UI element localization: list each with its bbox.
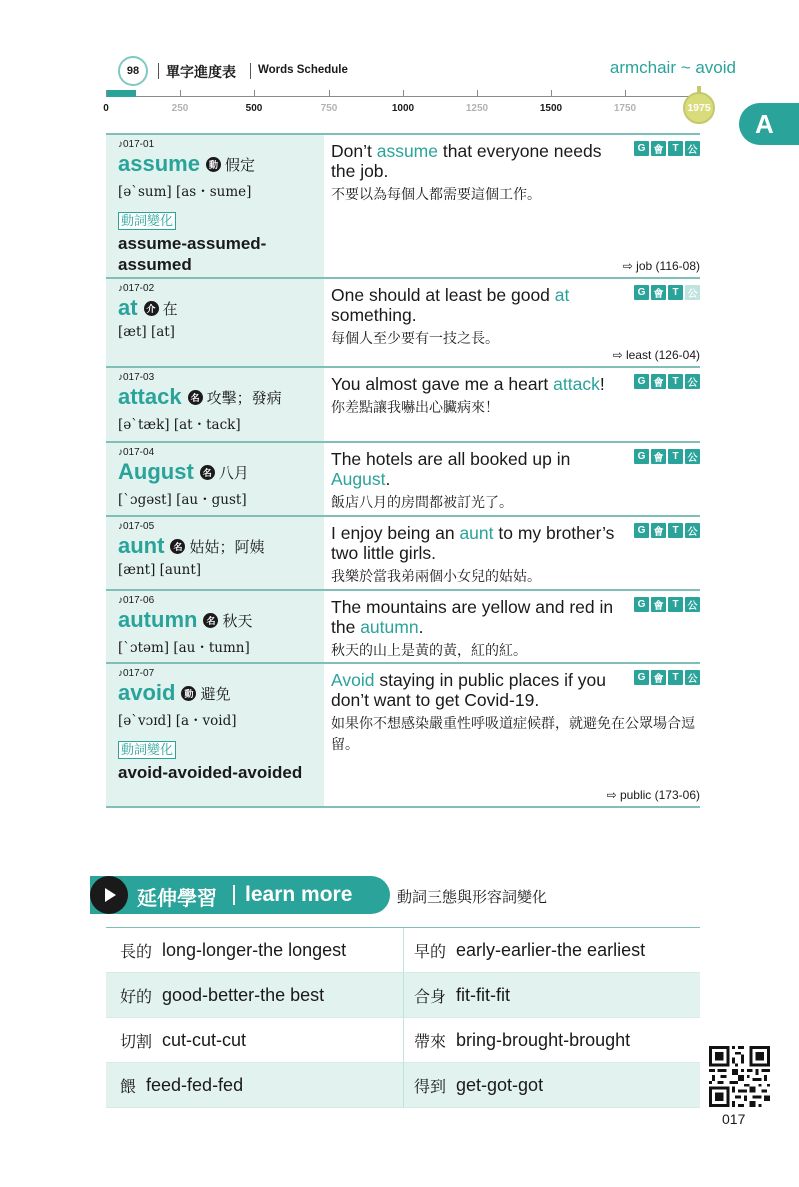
headword: attack [118,384,182,409]
chinese-meaning: 姑姑；阿姨 [189,538,265,556]
word-forms-meaning: 得到 [414,1078,447,1096]
divider [158,63,159,79]
word-forms-row [106,1018,700,1063]
word-forms-list: long-longer-the longest [162,939,347,960]
example-translation: 每個人至少要有一技之長。 [331,330,499,346]
ruler-tick-label: 0 [103,103,109,114]
exam-badge: T [668,141,683,156]
exam-badge: 公 [685,374,700,389]
example-highlight: attack [553,374,600,394]
example-sentence [331,141,621,181]
ruler-end-marker: 1975 [683,92,715,124]
exam-badge: G [634,141,649,156]
exam-badge: 會 [651,141,666,156]
example-text: One should at least be good [331,285,555,305]
verb-conjugation-label: 動詞變化 [118,212,176,230]
example-sentence [331,285,621,325]
example-translation: 不要以為每個人都需要這個工作。 [331,186,541,202]
word-forms-list: get-got-got [456,1074,544,1095]
play-icon[interactable] [90,876,128,914]
exam-badge: 會 [651,285,666,300]
exam-badge: 公 [685,449,700,464]
headword-line [118,681,324,705]
word-forms-list: good-better-the best [162,984,325,1005]
headword-line [118,152,324,176]
ruler-tick [477,90,478,97]
example-highlight: at [554,285,570,305]
example-translation: 你差點讓我嚇出心臟病來！ [331,399,499,415]
example-highlight: aunt [459,523,494,543]
chinese-meaning: 秋天 [222,612,253,630]
exam-badge: T [668,523,683,538]
exam-badges [634,141,700,156]
part-of-speech-badge: 動 [206,157,221,172]
exam-badge: T [668,670,683,685]
ruler-tick-label: 1750 [613,103,637,114]
part-of-speech-badge: 名 [203,613,218,628]
example-text: to my brother’s two little girls. [331,523,615,563]
word-forms-meaning: 長的 [120,943,153,961]
entry-example-panel [324,135,700,277]
example-highlight: Avoid [331,670,375,690]
exam-badges [634,523,700,538]
exam-badges [634,597,700,612]
chapter-page-badge: 98 [118,56,148,86]
audio-track-number[interactable]: ♪ 017-05 [118,521,324,532]
headword: August [118,459,194,484]
page-number: 017 [722,1111,746,1127]
example-sentence [331,449,621,489]
phonetic-transcription: [ˋɔgəst] [au・gust] [118,492,247,508]
example-highlight: August [331,469,386,489]
exam-badge: 會 [651,670,666,685]
exam-badge: G [634,449,649,464]
part-of-speech-badge: 動 [181,686,196,701]
example-text: Don’t [331,141,377,161]
phonetic-transcription: [æt] [at] [118,324,175,340]
word-forms-meaning: 餵 [120,1078,137,1096]
entry-example-panel [324,517,700,589]
word-forms-list: early-earlier-the earliest [456,939,646,960]
part-of-speech-badge: 名 [188,390,203,405]
exam-badge: G [634,597,649,612]
ruler-tick-label: 1250 [465,103,489,114]
headword: avoid [118,680,176,705]
word-forms-table [106,927,700,1108]
page-header [0,0,799,130]
entry-example-panel [324,591,700,662]
example-text: You almost gave me a heart [331,374,554,394]
entry-headword-panel [106,368,324,441]
exam-badges [634,285,700,300]
chinese-meaning: 八月 [218,464,249,482]
exam-badge: T [668,597,683,612]
chinese-meaning: 攻擊；發病 [206,389,282,407]
ruler-tick-label: 750 [320,103,338,114]
vocab-entry-august [106,443,700,517]
exam-badge: G [634,670,649,685]
entry-headword-panel [106,443,324,515]
example-sentence [331,523,621,563]
example-text: something. [331,305,417,325]
ruler-tick-label: 1000 [391,103,415,114]
example-text: ! [599,374,605,394]
word-forms-meaning: 合身 [414,988,447,1006]
audio-track-number[interactable]: ♪ 017-06 [118,595,324,606]
headword: assume [118,151,200,176]
exam-badge: 會 [651,523,666,538]
exam-badge: 公 [685,285,700,300]
word-forms-meaning: 帶來 [414,1033,447,1051]
entry-example-panel [324,664,700,806]
exam-badges [634,449,700,464]
entry-headword-panel [106,279,324,366]
progress-fill [106,90,136,97]
audio-track-number[interactable]: ♪ 017-03 [118,372,324,383]
part-of-speech-badge: 介 [144,301,159,316]
entry-headword-panel [106,591,324,662]
entry-example-panel [324,443,700,515]
vocab-entry-autumn [106,591,700,664]
ruler-tick-label: 1500 [539,103,563,114]
headword-line [118,296,324,320]
headword: at [118,295,138,320]
word-forms-cell [403,1018,700,1063]
example-text: . [385,469,391,489]
entry-headword-panel [106,664,324,806]
exam-badges [634,374,700,389]
phonetic-transcription: [əˋtæk] [at・tack] [118,417,241,433]
alphabet-tab[interactable]: A [739,103,799,145]
word-forms-cell [106,1063,403,1108]
cross-reference[interactable]: ⇨ job (116-08) [622,259,700,273]
word-forms-list: feed-fed-fed [146,1074,244,1095]
example-sentence [331,597,621,637]
vocab-entry-avoid [106,664,700,808]
example-text: . [418,617,424,637]
entry-headword-panel [106,135,324,277]
ruler-tick [180,90,181,97]
learn-more-title-zh: 延伸學習 [137,888,217,910]
phonetic-transcription: [əˋvɔɪd] [a・void] [118,713,237,729]
word-forms-row [106,1063,700,1108]
cross-reference[interactable]: ⇨ least (126-04) [612,348,700,362]
chinese-meaning: 假定 [224,156,255,174]
chinese-meaning: 在 [162,300,178,318]
verb-conjugation-label: 動詞變化 [118,741,176,759]
word-forms-cell [106,1018,403,1063]
audio-track-number[interactable]: ♪ 017-04 [118,447,324,458]
vocabulary-table [106,133,700,808]
vocab-entry-at [106,279,700,368]
exam-badge: G [634,374,649,389]
headword: autumn [118,607,198,632]
part-of-speech-badge: 名 [200,465,215,480]
word-forms-cell [403,973,700,1018]
phonetic-transcription: [ˋɔtəm] [au・tumn] [118,640,250,656]
divider [233,885,235,905]
example-highlight: assume [376,141,438,161]
exam-badge: 會 [651,374,666,389]
exam-badge: 會 [651,449,666,464]
part-of-speech-badge: 名 [170,539,185,554]
word-forms-list: cut-cut-cut [162,1029,247,1050]
ruler-tick-label: 250 [171,103,189,114]
word-range: armchair ~ avoid [609,58,736,77]
headword-line [118,608,324,632]
exam-badge: G [634,285,649,300]
headword: aunt [118,533,165,558]
ruler-tick [403,90,404,97]
example-translation: 我樂於當我弟兩個小女兒的姑姑。 [331,568,541,584]
ruler-tick [551,90,552,97]
exam-badge: 會 [651,597,666,612]
word-forms-meaning: 切割 [120,1033,153,1051]
vocab-entry-attack [106,368,700,443]
ruler-tick [329,90,330,97]
headword-line [118,385,324,409]
audio-track-number[interactable]: ♪ 017-01 [118,139,324,150]
word-forms-meaning: 早的 [414,943,447,961]
word-forms-meaning: 好的 [120,988,153,1006]
headword-line [118,460,324,484]
example-text: staying in public places if you don’t want to get Covid-19. [331,670,606,710]
phonetic-transcription: [ænt] [aunt] [118,562,202,578]
ruler-tick [254,90,255,97]
qr-code-icon[interactable] [709,1046,770,1107]
vocab-entry-aunt [106,517,700,591]
example-text: The mountains are yellow and red in the [331,597,614,637]
word-forms-cell [403,1063,700,1108]
learn-more-title-en: learn more [245,883,353,906]
headword-line [118,534,324,558]
audio-track-number[interactable]: ♪ 017-02 [118,283,324,294]
word-forms-list: bring-brought-brought [456,1029,631,1050]
entry-example-panel [324,279,700,366]
word-forms-cell [403,928,700,973]
example-text: The hotels are all booked up in [331,449,571,469]
word-forms-row [106,928,700,973]
verb-conjugation-forms: avoid-avoided-avoided [118,763,303,782]
chinese-meaning: 避免 [200,685,231,703]
example-highlight: autumn [360,617,419,637]
divider [250,63,251,79]
ruler-tick-label: 500 [245,103,263,114]
exam-badge: T [668,449,683,464]
entry-headword-panel [106,517,324,589]
word-forms-cell [106,928,403,973]
phonetic-transcription: [əˋsum] [as・sume] [118,184,252,200]
exam-badge: G [634,523,649,538]
vocab-entry-assume [106,135,700,279]
verb-conjugation-forms: assume-assumed-assumed [118,234,267,274]
word-forms-list: fit-fit-fit [456,984,511,1005]
example-translation: 飯店八月的房間都被訂光了。 [331,494,513,510]
ruler-tick [625,90,626,97]
ruler-tick [106,90,107,97]
exam-badge: T [668,374,683,389]
example-sentence [331,374,621,394]
cross-reference[interactable]: ⇨ public (173-06) [606,788,700,802]
exam-badge: 公 [685,597,700,612]
example-translation: 如果你不想感染嚴重性呼吸道症候群，就避免在公眾場合逗留。 [331,715,695,752]
word-forms-cell [106,973,403,1018]
schedule-title-zh: 單字進度表 [166,64,236,80]
schedule-title-en: Words Schedule [258,64,348,76]
exam-badges [634,670,700,685]
exam-badge: T [668,285,683,300]
example-text: that everyone needs the job. [331,141,602,181]
exam-badge: 公 [685,670,700,685]
learn-more-subtitle: 動詞三態與形容詞變化 [397,889,548,906]
audio-track-number[interactable]: ♪ 017-07 [118,668,324,679]
exam-badge: 公 [685,141,700,156]
example-text: I enjoy being an [331,523,460,543]
entry-example-panel [324,368,700,441]
example-translation: 秋天的山上是黃的黃，紅的紅。 [331,642,527,658]
example-sentence [331,670,621,710]
exam-badge: 公 [685,523,700,538]
word-forms-row [106,973,700,1018]
